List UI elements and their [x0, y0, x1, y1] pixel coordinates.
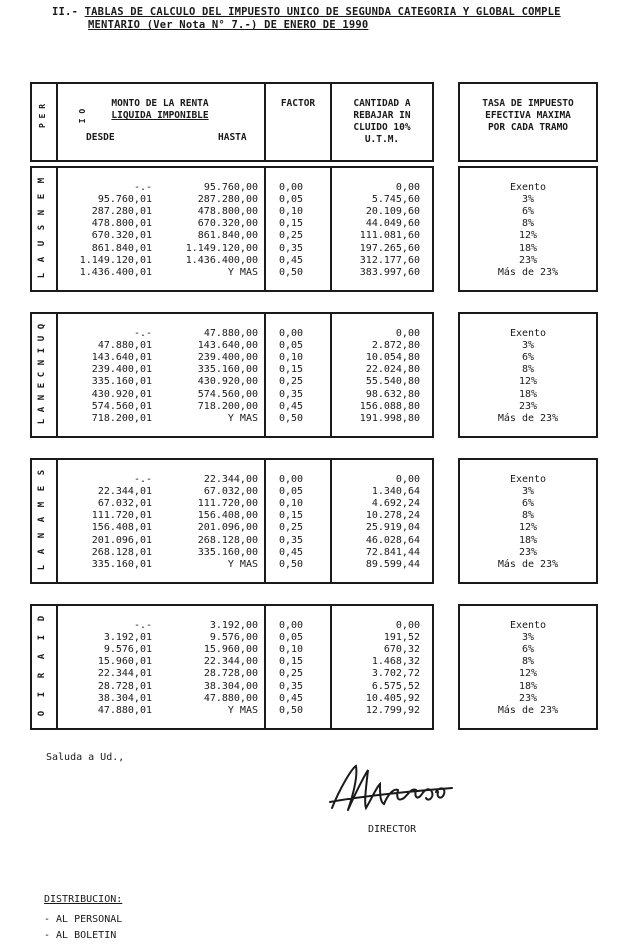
table-cell-factor: 0,45 — [278, 400, 304, 412]
table-cell-tasa: 6% — [521, 206, 535, 218]
period-letter: L — [37, 564, 48, 571]
table-cell-factor: 0,10 — [278, 498, 304, 510]
table-cell-factor: 0,25 — [278, 522, 304, 534]
table-cell-hasta: Y MAS — [227, 412, 258, 424]
table-cell-hasta: 15.960,00 — [203, 644, 258, 656]
table-cell-tasa: 3% — [521, 632, 535, 644]
table-cell-tasa: Exento — [509, 328, 547, 339]
table-cell-factor: 0,15 — [278, 218, 304, 230]
header-factor: FACTOR — [280, 98, 316, 109]
table-cell-desde: -.- — [133, 620, 152, 631]
table-cell-cantidad: 191,52 — [383, 632, 420, 644]
table-cell-tasa: Más de 23% — [497, 558, 559, 570]
section-period-label — [30, 468, 56, 572]
table-cell-desde: 47.880,01 — [97, 704, 152, 716]
period-letter: L — [37, 272, 48, 279]
table-cell-factor: 0,50 — [278, 704, 304, 716]
table-cell-desde: 239.400,01 — [91, 364, 152, 376]
period-letter: L — [37, 418, 48, 425]
table-cell-desde: 201.096,01 — [91, 534, 152, 546]
table-cell-tasa: 8% — [521, 364, 535, 376]
table-cell-hasta: 478.800,00 — [197, 206, 258, 218]
table-cell-tasa: 18% — [518, 242, 538, 254]
table-cell-hasta: 28.728,00 — [203, 668, 258, 680]
table-cell-factor: 0,35 — [278, 242, 304, 254]
header-cantidad: CANTIDAD A REBAJAR IN CLUIDO 10% U.T.M. — [353, 98, 411, 145]
table-cell-cantidad: 2.872,80 — [371, 340, 420, 352]
table-cell-tasa: Más de 23% — [497, 704, 559, 716]
table-cell-tasa: 18% — [518, 534, 538, 546]
table-cell-tasa: 23% — [518, 400, 538, 412]
period-letter: N — [37, 359, 48, 365]
period-letter: S — [37, 469, 48, 476]
section-divider-cantidad — [330, 458, 332, 584]
period-letter: M — [37, 501, 48, 507]
heading-line-2: MENTARIO (Ver Nota N° 7.-) DE ENERO DE 1990 — [88, 19, 369, 31]
table-cell-factor: 0,25 — [278, 230, 304, 242]
table-cell-factor: 0,50 — [278, 266, 304, 278]
table-cell-tasa: 23% — [518, 546, 538, 558]
table-cell-cantidad: 10.278,24 — [365, 510, 420, 522]
table-cell-cantidad: 5.745,60 — [371, 194, 420, 206]
table-cell-cantidad: 89.599,44 — [365, 558, 420, 570]
table-cell-desde: 574.560,01 — [91, 400, 152, 412]
table-cell-cantidad: 25.919,04 — [365, 522, 420, 534]
table-cell-cantidad: 10.405,92 — [365, 692, 420, 704]
table-cell-tasa: 6% — [521, 498, 535, 510]
table-cell-hasta: 111.720,00 — [197, 498, 258, 510]
director-title: DIRECTOR — [368, 824, 417, 835]
table-cell-desde: -.- — [133, 474, 152, 485]
table-cell-hasta: Y MAS — [227, 266, 258, 278]
distribucion-item: - AL PERSONAL — [44, 914, 123, 925]
table-cell-cantidad: 3.702,72 — [371, 668, 420, 680]
table-cell-cantidad: 6.575,52 — [371, 680, 420, 692]
table-cell-tasa: 8% — [521, 510, 535, 522]
table-cell-cantidad: 1.340,64 — [371, 486, 420, 498]
table-cell-desde: 9.576,01 — [103, 644, 152, 656]
table-cell-desde: 47.880,01 — [97, 340, 152, 352]
table-cell-desde: 111.720,01 — [91, 510, 152, 522]
table-cell-tasa: Más de 23% — [497, 412, 559, 424]
table-cell-factor: 0,05 — [278, 194, 304, 206]
table-cell-factor: 0,35 — [278, 388, 304, 400]
period-letter: O — [37, 710, 48, 717]
table-cell-cantidad: 12.799,92 — [365, 704, 420, 716]
table-cell-hasta: 3.192,00 — [209, 620, 258, 631]
table-cell-desde: 22.344,01 — [97, 668, 152, 680]
table-cell-desde: 670.320,01 — [91, 230, 152, 242]
period-letter: R — [37, 672, 48, 679]
table-cell-cantidad: 670,32 — [383, 644, 420, 656]
table-cell-desde: 430.920,01 — [91, 388, 152, 400]
table-cell-tasa: 23% — [518, 692, 538, 704]
table-cell-tasa: 3% — [521, 486, 535, 498]
period-letter: A — [37, 517, 48, 523]
header-hasta: HASTA — [218, 132, 247, 143]
table-cell-hasta: 335.160,00 — [197, 364, 258, 376]
saluda-text: Saluda a Ud., — [46, 752, 125, 763]
table-cell-tasa: 23% — [518, 254, 538, 266]
table-cell-desde: 335.160,01 — [91, 558, 152, 570]
table-cell-factor: 0,00 — [278, 182, 304, 193]
table-cell-cantidad: 1.468,32 — [371, 656, 420, 668]
table-cell-desde: 335.160,01 — [91, 376, 152, 388]
table-cell-hasta: 430.920,00 — [197, 376, 258, 388]
table-cell-cantidad: 20.109,60 — [365, 206, 420, 218]
table-cell-desde: 268.128,01 — [91, 546, 152, 558]
section-period-label — [30, 176, 56, 280]
table-cell-hasta: 38.304,00 — [203, 680, 258, 692]
table-cell-cantidad: 0,00 — [395, 620, 420, 631]
table-cell-tasa: Más de 23% — [497, 266, 559, 278]
table-cell-factor: 0,50 — [278, 412, 304, 424]
table-cell-hasta: 574.560,00 — [197, 388, 258, 400]
table-cell-hasta: 718.200,00 — [197, 400, 258, 412]
period-letter: U — [37, 241, 48, 247]
period-letter: U — [37, 335, 48, 342]
section-divider-cantidad — [330, 312, 332, 438]
table-cell-factor: 0,00 — [278, 474, 304, 485]
table-cell-cantidad: 0,00 — [395, 474, 420, 485]
section-period-label — [30, 322, 56, 426]
table-cell-tasa: 12% — [518, 230, 538, 242]
table-cell-cantidad: 191.998,80 — [359, 412, 420, 424]
header-tasa: TASA DE IMPUESTO EFECTIVA MAXIMA POR CADA TRAMO — [482, 98, 574, 133]
period-letter: E — [37, 485, 48, 492]
table-cell-hasta: 47.880,00 — [203, 328, 258, 339]
table-cell-factor: 0,15 — [278, 510, 304, 522]
table-cell-cantidad: 55.540,80 — [365, 376, 420, 388]
table-cell-hasta: 143.640,00 — [197, 340, 258, 352]
period-letter: N — [37, 395, 48, 401]
period-letter: C — [37, 371, 48, 377]
table-cell-cantidad: 111.081,60 — [359, 230, 420, 242]
period-letter: A — [37, 548, 48, 555]
period-letter: D — [37, 615, 48, 622]
table-cell-hasta: 47.880,00 — [203, 692, 258, 704]
table-cell-tasa: 6% — [521, 644, 535, 656]
table-cell-tasa: 18% — [518, 680, 538, 692]
table-cell-tasa: 6% — [521, 352, 535, 364]
period-letter: A — [37, 256, 48, 263]
table-cell-hasta: 861.840,00 — [197, 230, 258, 242]
period-letter: Q — [37, 323, 48, 330]
table-cell-hasta: 268.128,00 — [197, 534, 258, 546]
table-cell-tasa: Exento — [509, 620, 547, 631]
table-cell-hasta: Y MAS — [227, 704, 258, 716]
table-cell-desde: 1.149.120,01 — [79, 254, 152, 266]
table-cell-hasta: 201.096,00 — [197, 522, 258, 534]
table-cell-tasa: 8% — [521, 218, 535, 230]
table-cell-hasta: 239.400,00 — [197, 352, 258, 364]
table-cell-desde: 38.304,01 — [97, 692, 152, 704]
table-cell-factor: 0,05 — [278, 486, 304, 498]
document-heading — [52, 6, 622, 32]
table-cell-desde: 156.408,01 — [91, 522, 152, 534]
table-cell-desde: 67.032,01 — [97, 498, 152, 510]
period-letter: A — [37, 653, 48, 660]
period-letter: A — [37, 406, 48, 413]
table-cell-tasa: 18% — [518, 388, 538, 400]
table-cell-desde: 718.200,01 — [91, 412, 152, 424]
table-cell-desde: 143.640,01 — [91, 352, 152, 364]
table-cell-tasa: 12% — [518, 376, 538, 388]
table-cell-tasa: 12% — [518, 522, 538, 534]
table-cell-desde: 1.436.400,01 — [79, 266, 152, 278]
heading-number: II.- — [52, 6, 79, 18]
header-periodo: P E R I O — [38, 103, 87, 129]
table-cell-hasta: 67.032,00 — [203, 486, 258, 498]
period-letter: I — [37, 691, 48, 698]
table-cell-factor: 0,25 — [278, 376, 304, 388]
table-cell-desde: 3.192,01 — [103, 632, 152, 644]
table-cell-factor: 0,00 — [278, 328, 304, 339]
table-cell-hasta: 22.344,00 — [203, 474, 258, 485]
table-cell-cantidad: 98.632,80 — [365, 388, 420, 400]
header-desde: DESDE — [86, 132, 115, 143]
table-cell-tasa: Exento — [509, 474, 547, 485]
table-cell-hasta: 1.436.400,00 — [185, 254, 258, 266]
table-cell-factor: 0,45 — [278, 254, 304, 266]
table-cell-factor: 0,10 — [278, 206, 304, 218]
distribucion-title: DISTRIBUCION: — [44, 894, 123, 905]
section-divider-cantidad — [330, 166, 332, 292]
table-cell-desde: -.- — [133, 328, 152, 339]
table-cell-hasta: 22.344,00 — [203, 656, 258, 668]
table-cell-factor: 0,10 — [278, 644, 304, 656]
table-cell-factor: 0,35 — [278, 680, 304, 692]
table-cell-tasa: 12% — [518, 668, 538, 680]
table-cell-cantidad: 0,00 — [395, 328, 420, 339]
table-cell-factor: 0,45 — [278, 546, 304, 558]
table-cell-cantidad: 4.692,24 — [371, 498, 420, 510]
distribucion-item: - AL BOLETIN — [44, 930, 117, 941]
header-monto: MONTO DE LA RENTA LIQUIDA IMPONIBLE — [111, 98, 209, 121]
table-cell-hasta: 287.280,00 — [197, 194, 258, 206]
table-cell-tasa: 3% — [521, 340, 535, 352]
table-cell-hasta: Y MAS — [227, 558, 258, 570]
table-cell-cantidad: 383.997,60 — [359, 266, 420, 278]
section-period-label — [30, 614, 56, 718]
table-cell-tasa: 3% — [521, 194, 535, 206]
table-cell-factor: 0,15 — [278, 364, 304, 376]
table-cell-desde: 28.728,01 — [97, 680, 152, 692]
table-cell-hasta: 9.576,00 — [209, 632, 258, 644]
table-cell-tasa: 8% — [521, 656, 535, 668]
table-cell-tasa: Exento — [509, 182, 547, 193]
table-cell-cantidad: 72.841,44 — [365, 546, 420, 558]
table-cell-cantidad: 156.088,80 — [359, 400, 420, 412]
table-cell-factor: 0,35 — [278, 534, 304, 546]
section-divider-cantidad — [330, 604, 332, 730]
table-cell-cantidad: 10.054,80 — [365, 352, 420, 364]
table-cell-desde: 95.760,01 — [97, 194, 152, 206]
period-letter: I — [37, 347, 48, 353]
table-cell-factor: 0,05 — [278, 340, 304, 352]
table-cell-desde: -.- — [133, 182, 152, 193]
table-cell-factor: 0,05 — [278, 632, 304, 644]
period-letter: N — [37, 209, 48, 215]
table-cell-hasta: 670.320,00 — [197, 218, 258, 230]
period-letter: N — [37, 533, 48, 539]
table-cell-desde: 478.800,01 — [91, 218, 152, 230]
director-signature — [322, 758, 472, 820]
period-letter: I — [37, 634, 48, 641]
table-cell-factor: 0,50 — [278, 558, 304, 570]
table-cell-factor: 0,25 — [278, 668, 304, 680]
header-divider-factor — [264, 82, 266, 162]
table-cell-desde: 22.344,01 — [97, 486, 152, 498]
table-cell-cantidad: 44.049,60 — [365, 218, 420, 230]
table-cell-cantidad: 0,00 — [395, 182, 420, 193]
table-cell-desde: 15.960,01 — [97, 656, 152, 668]
table-cell-factor: 0,10 — [278, 352, 304, 364]
table-cell-cantidad: 46.028,64 — [365, 534, 420, 546]
period-letter: S — [37, 225, 48, 231]
table-cell-factor: 0,45 — [278, 692, 304, 704]
table-cell-cantidad: 22.024,80 — [365, 364, 420, 376]
heading-line-1 — [52, 6, 622, 19]
table-cell-factor: 0,15 — [278, 656, 304, 668]
table-cell-desde: 287.280,01 — [91, 206, 152, 218]
heading-title: TABLAS DE CALCULO DEL IMPUESTO UNICO DE SEGUNDA CATEGORIA Y GLOBAL COMPLE — [84, 6, 561, 18]
table-cell-desde: 861.840,01 — [91, 242, 152, 254]
table-cell-hasta: 156.408,00 — [197, 510, 258, 522]
period-letter: M — [37, 177, 48, 184]
period-letter: E — [37, 193, 48, 200]
table-cell-cantidad: 197.265,60 — [359, 242, 420, 254]
table-cell-cantidad: 312.177,60 — [359, 254, 420, 266]
period-letter: E — [37, 383, 48, 389]
table-cell-factor: 0,00 — [278, 620, 304, 631]
table-cell-hasta: 1.149.120,00 — [185, 242, 258, 254]
table-cell-hasta: 95.760,00 — [203, 182, 258, 193]
table-cell-hasta: 335.160,00 — [197, 546, 258, 558]
